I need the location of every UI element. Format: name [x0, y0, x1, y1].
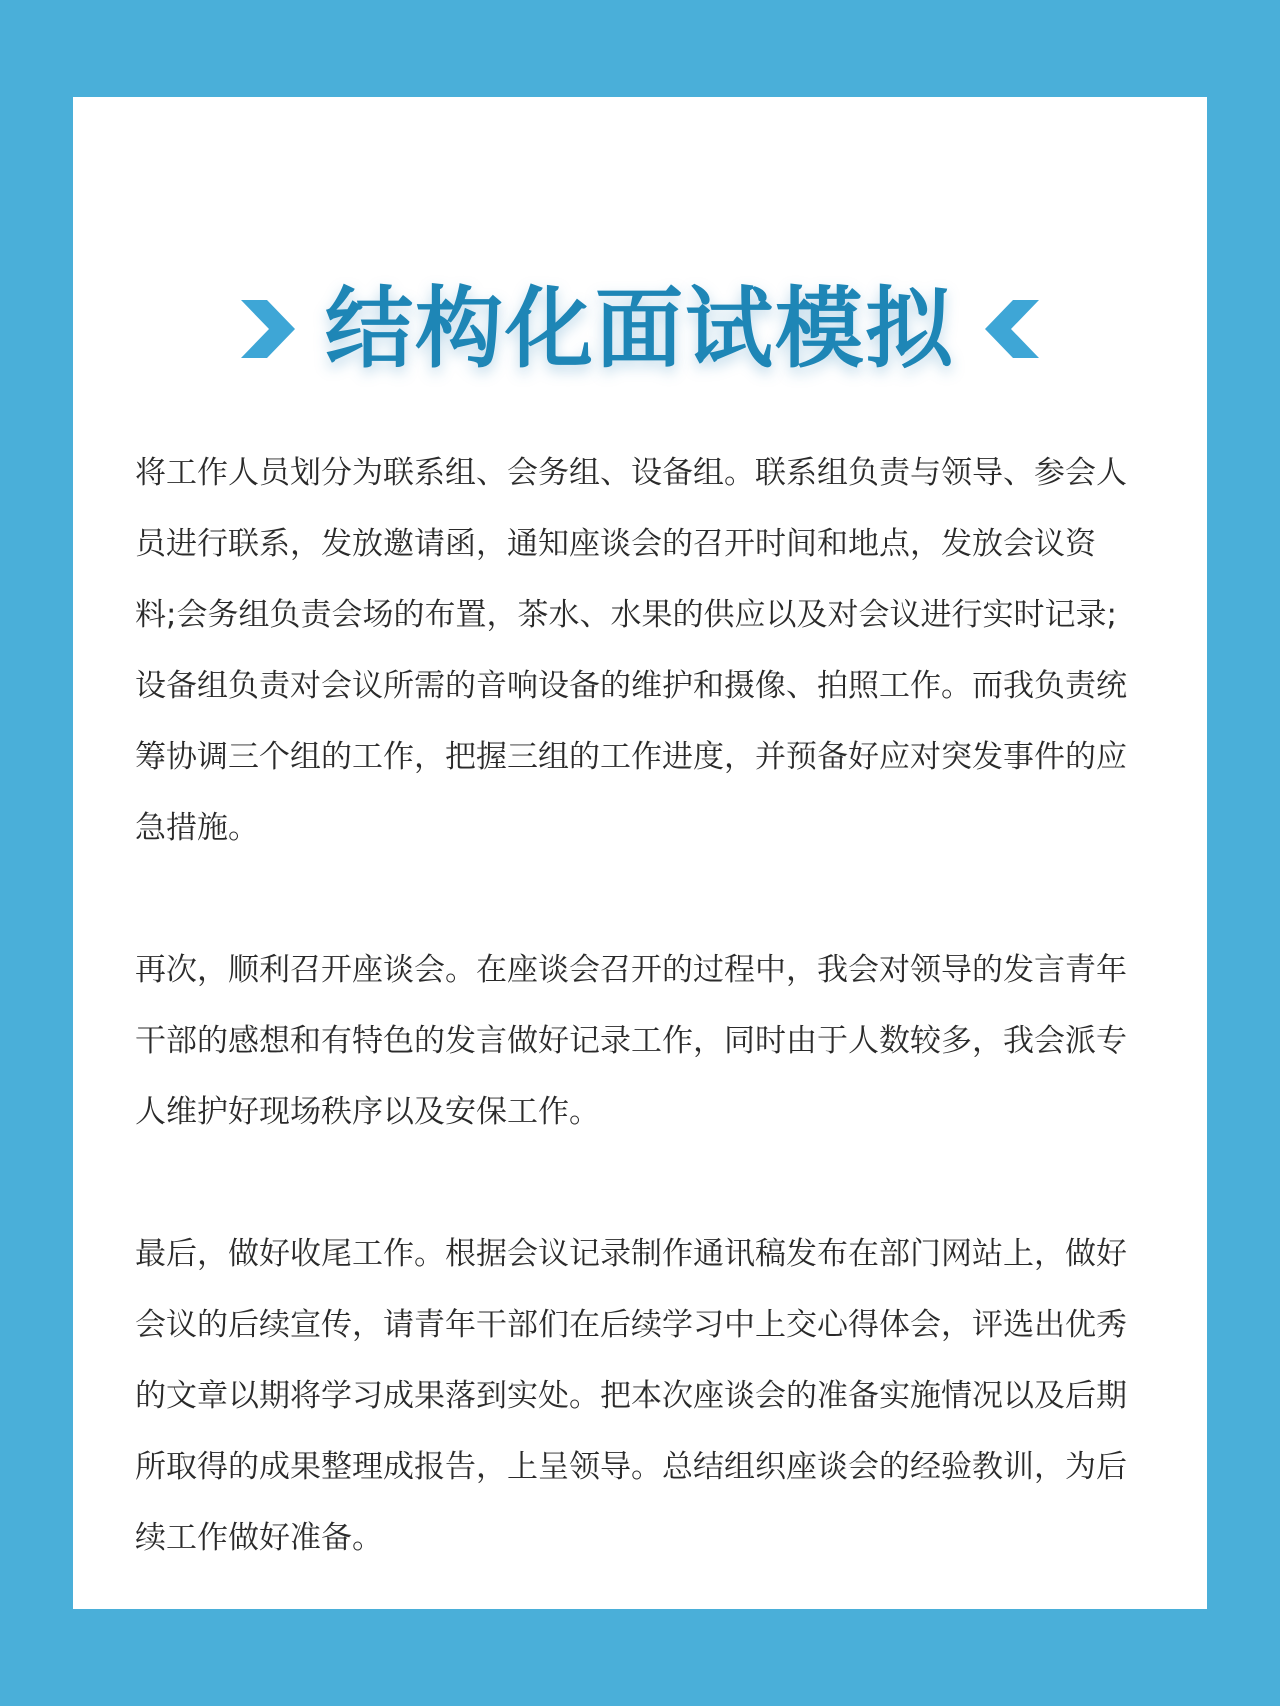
article-body [135, 438, 1135, 1574]
paragraph-3: 最后，做好收尾工作。根据会议记录制作通讯稿发布在部门网站上，做好会议的后续宣传，请青年干部们在后续学习中上交心得体会，评选出优秀的文章以期将学习成果落到实处。把本次座谈会的准备实施情况以及后期所取得的成果整理成报告，上呈领导。总结组织座谈会的经验教训，为后续工作做好准备。 [135, 1236, 1127, 1556]
chevron-right-icon [239, 298, 297, 360]
paragraph-2: 再次，顺利召开座谈会。在座谈会召开的过程中，我会对领导的发言青年干部的感想和有特色的发言做好记录工作，同时由于人数较多，我会派专人维护好现场秩序以及安保工作。 [135, 952, 1127, 1130]
page-title: 结构化面试模拟 [324, 277, 955, 380]
paragraph-1: 将工作人员划分为联系组、会务组、设备组。联系组负责与领导、参会人员进行联系，发放邀请函，通知座谈会的召开时间和地点，发放会议资料;会务组负责会场的布置，茶水、水果的供应以及对会议进行实时记录;设备组负责对会议所需的音响设备的维护和摄像、拍照工作。而我负责统筹协调三个组的工作，把握三组的工作进度，并预备好应对突发事件的应急措施。 [135, 455, 1127, 846]
chevron-left-icon [983, 298, 1041, 360]
title-row [73, 269, 1207, 389]
content-card [73, 97, 1207, 1609]
